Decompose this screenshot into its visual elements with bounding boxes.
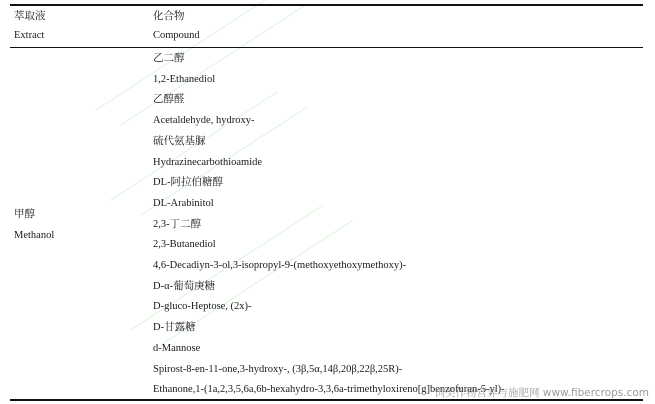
- compound-row: 2,3-丁二醇: [153, 218, 202, 230]
- header-compound-en: Compound: [153, 30, 200, 41]
- header-extract-zh: 萃取液: [14, 11, 46, 22]
- watermark-line: [120, 5, 305, 126]
- table-header-rule: [10, 47, 643, 48]
- compound-row: 4,6-Decadiyn-3-ol,3-isopropyl-9-(methoxyethoxymethoxy)-: [153, 260, 407, 271]
- watermark-line: [95, 0, 280, 111]
- table-top-rule: [10, 4, 643, 6]
- compound-row: Hydrazinecarbothioamide: [153, 156, 263, 168]
- watermark-text: 饲类作物营养与施肥网 www.fibercrops.com: [434, 387, 649, 399]
- compound-row: DL-Arabinitol: [153, 197, 214, 209]
- compound-row: D-gluco-Heptose, (2x)-: [153, 301, 252, 313]
- compound-row: 1,2-Ethanediol: [153, 73, 216, 85]
- compound-row: D-α-葡萄庚糖: [153, 280, 216, 292]
- compound-row: 乙醇醛: [153, 94, 185, 106]
- compound-row: 乙二醇: [153, 53, 185, 64]
- compound-row: Acetaldehyde, hydroxy-: [153, 115, 255, 127]
- compound-row: D-甘露糖: [153, 322, 196, 334]
- header-compound-zh: 化合物: [153, 11, 185, 22]
- extract-name-zh: 甲醇: [14, 209, 35, 220]
- compound-row: Spirost-8-en-11-one,3-hydroxy-, (3β,5α,14β,20β,22β,25R)-: [153, 363, 403, 375]
- compound-row: 硫代氨基脲: [153, 135, 206, 147]
- compound-row: 2,3-Butanediol: [153, 239, 216, 251]
- compound-row: Ethanone,1-(1a,2,3,5,6a,6b-hexahydro-3,3,6a-trimethyloxireno[g]benzofuran-5-yl)-: [153, 384, 505, 396]
- compound-row: DL-阿拉伯糖醇: [153, 177, 223, 189]
- extract-name-en: Methanol: [14, 230, 55, 241]
- compound-row: d-Mannose: [153, 342, 201, 354]
- header-extract-en: Extract: [14, 30, 45, 41]
